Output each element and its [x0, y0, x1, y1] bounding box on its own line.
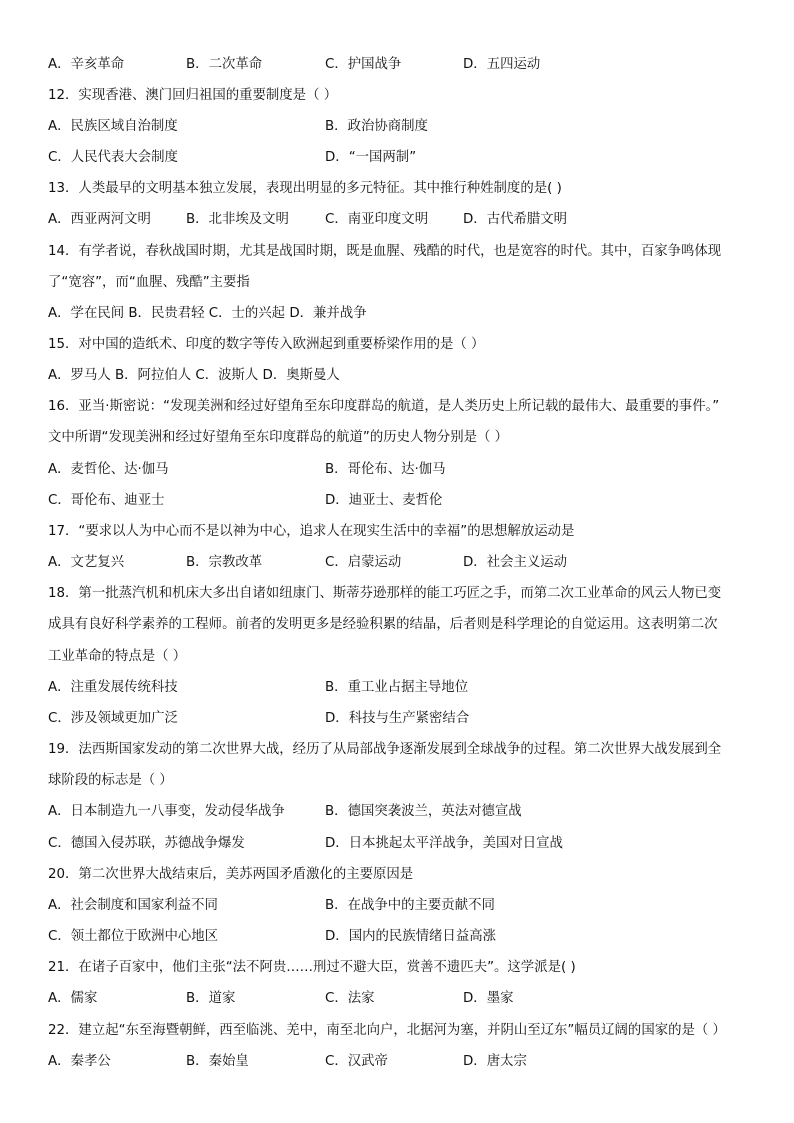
options-row: [48, 211, 754, 229]
option-c: C．法家: [325, 991, 375, 1006]
option-a: A．麦哲伦、达·伽马: [48, 462, 169, 477]
question-line: 文中所谓“发现美洲和经过好望角至东印度群岛的航道”的历史人物分别是（ ）: [48, 430, 509, 445]
question-line: 了“宽容”，而“血腥、残酷”主要指: [48, 275, 250, 290]
options-row: [48, 554, 754, 572]
option-b: B．北非埃及文明: [186, 212, 289, 227]
option-a: A．儒家: [48, 991, 98, 1006]
options-row: [48, 492, 754, 510]
options-row: [48, 928, 754, 946]
option-a: A．西亚两河文明: [48, 212, 151, 227]
options-row: [48, 56, 754, 74]
option-d: D．五四运动: [463, 57, 541, 72]
options-row: [48, 990, 754, 1008]
option-d: D．古代希腊文明: [463, 212, 568, 227]
question-line: 13．人类最早的文明基本独立发展，表现出明显的多元特征。其中推行种姓制度的是( ): [48, 181, 562, 196]
options-row: [48, 118, 754, 136]
question-line: 15．对中国的造纸术、印度的数字等传入欧洲起到重要桥梁作用的是（ ）: [48, 337, 485, 352]
option-a: A．秦孝公: [48, 1054, 111, 1069]
option-d: D．科技与生产紧密结合: [325, 711, 470, 726]
options-row: [48, 1053, 754, 1071]
option-c: C．德国入侵苏联，苏德战争爆发: [48, 836, 245, 851]
options-row: [48, 710, 754, 728]
option-c: C．启蒙运动: [325, 555, 402, 570]
option-b: B．政治协商制度: [325, 119, 428, 134]
question-line: 12．实现香港、澳门回归祖国的重要制度是（ ）: [48, 88, 338, 103]
option-a: A．文艺复兴: [48, 555, 125, 570]
options-row: [48, 835, 754, 853]
option-a: A．日本制造九一八事变，发动侵华战争: [48, 804, 285, 819]
option-b: B．二次革命: [186, 57, 263, 72]
question-line: 工业革命的特点是（ ）: [48, 649, 187, 664]
question-line: 21．在诸子百家中，他们主张“法不阿贵……刑过不避大臣，赏善不遗匹夫”。这学派是( ): [48, 960, 576, 975]
option-c: C．领土都位于欧洲中心地区: [48, 929, 219, 944]
question-line: 16．亚当·斯密说：“发现美洲和经过好望角至东印度群岛的航道，是人类历史上所记载的最伟大、最重要的事件。”: [48, 399, 720, 414]
option-d: D．日本挑起太平洋战争，美国对日宣战: [325, 836, 563, 851]
options-row: [48, 897, 754, 915]
option-c: C．哥伦布、迪亚士: [48, 493, 165, 508]
options-row: [48, 461, 754, 479]
option-b: B．重工业占据主导地位: [325, 680, 469, 695]
option-b: B．秦始皇: [186, 1054, 249, 1069]
option-a: A．民族区域自治制度: [48, 119, 178, 134]
question-line: 成具有良好科学素养的工程师。前者的发明更多是经验积累的结晶，后者则是科学理论的自觉运用。这表明第二次: [48, 617, 718, 632]
question-line: 19．法西斯国家发动的第二次世界大战，经历了从局部战争逐渐发展到全球战争的过程。第二次世界大战发展到全: [48, 742, 722, 757]
option-c: C．南亚印度文明: [325, 212, 429, 227]
option-a: A．辛亥革命: [48, 57, 125, 72]
options-row: [48, 149, 754, 167]
option-c: C．护国战争: [325, 57, 402, 72]
option-d: D．国内的民族情绪日益高涨: [325, 929, 496, 944]
question-line: 球阶段的标志是（ ）: [48, 773, 173, 788]
option-a: A．注重发展传统科技: [48, 680, 178, 695]
option-d: D．唐太宗: [463, 1054, 527, 1069]
options-row: [48, 679, 754, 697]
options-row: [48, 803, 754, 821]
option-c: C．汉武帝: [325, 1054, 388, 1069]
question-line: 17．“要求以人为中心而不是以神为中心，追求人在现实生活中的幸福”的思想解放运动是: [48, 524, 575, 539]
question-line: A．学在民间 B．民贵君轻 C．士的兴起 D．兼并战争: [48, 306, 367, 321]
option-b: B．宗教改革: [186, 555, 263, 570]
question-line: 14．有学者说，春秋战国时期，尤其是战国时期，既是血腥、残酷的时代，也是宽容的时代。其中，百家争鸣体现: [48, 244, 722, 259]
option-d: D．迪亚士、麦哲伦: [325, 493, 443, 508]
option-a: A．社会制度和国家利益不同: [48, 898, 218, 913]
option-d: D．“一国两制”: [325, 150, 417, 165]
option-b: B．德国突袭波兰，英法对德宣战: [325, 804, 522, 819]
option-b: B．哥伦布、达·伽马: [325, 462, 446, 477]
question-line: 18．第一批蒸汽机和机床大多出自诸如纽康门、斯蒂芬逊那样的能工巧匠之手，而第二次工业革命的风云人物已变: [48, 586, 722, 601]
option-c: C．人民代表大会制度: [48, 150, 178, 165]
option-d: D．墨家: [463, 991, 514, 1006]
option-d: D．社会主义运动: [463, 555, 568, 570]
option-c: C．涉及领域更加广泛: [48, 711, 178, 726]
question-line: A．罗马人 B．阿拉伯人 C．波斯人 D．奥斯曼人: [48, 368, 340, 383]
question-line: 22．建立起“东至海暨朝鲜，西至临洮、羌中，南至北向户，北据河为塞，并阴山至辽东”幅员辽阔的国家的是（ ）: [48, 1023, 726, 1038]
option-b: B．在战争中的主要贡献不同: [325, 898, 495, 913]
option-b: B．道家: [186, 991, 236, 1006]
question-line: 20．第二次世界大战结束后，美苏两国矛盾激化的主要原因是: [48, 867, 414, 882]
